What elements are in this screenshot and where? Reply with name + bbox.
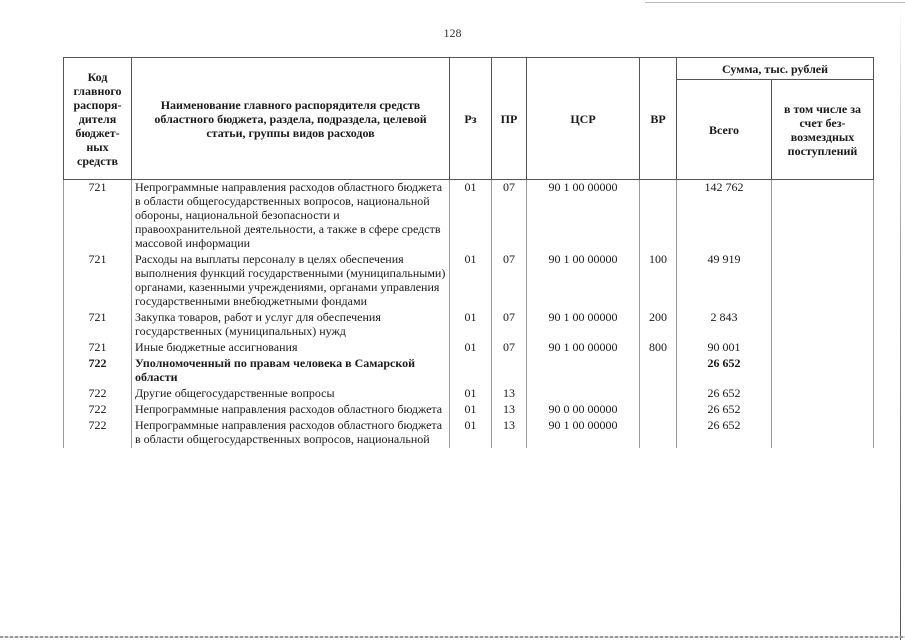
cell-vr	[640, 180, 677, 253]
header-total: Всего	[677, 80, 772, 180]
header-rz: Рз	[450, 58, 492, 180]
table-row	[64, 252, 874, 310]
cell-pr	[492, 356, 527, 386]
cell-name: Иные бюджетные ассигнования	[132, 340, 450, 356]
header-name: Наименование главного распорядителя средств областного бюджета, раздела, подраздела, целевой статьи, группы видов расходов	[132, 58, 450, 180]
cell-vr	[640, 402, 677, 418]
cell-csr: 90 1 00 00000	[527, 340, 640, 356]
cell-csr: 90 1 00 00000	[527, 310, 640, 340]
table-row	[64, 418, 874, 448]
cell-incl	[772, 180, 874, 253]
header-incl: в том числе за счет без-возмездных поступлений	[772, 80, 874, 180]
cell-rz	[450, 356, 492, 386]
cell-name: Закупка товаров, работ и услуг для обеспечения государственных (муниципальных) нужд	[132, 310, 450, 340]
header-pr: ПР	[492, 58, 527, 180]
cell-code: 721	[64, 180, 132, 253]
cell-rz: 01	[450, 310, 492, 340]
cell-incl	[772, 418, 874, 448]
cell-rz: 01	[450, 386, 492, 402]
cell-code: 722	[64, 402, 132, 418]
cell-vr: 800	[640, 340, 677, 356]
table-row	[64, 356, 874, 386]
table-row	[64, 386, 874, 402]
cell-pr: 07	[492, 310, 527, 340]
header-code: Код главного распоря-дителя бюджет-ных средств	[64, 58, 132, 180]
header-vr: ВР	[640, 58, 677, 180]
cell-incl	[772, 340, 874, 356]
page-number: 128	[443, 26, 462, 40]
cell-rz: 01	[450, 340, 492, 356]
cell-name: Непрограммные направления расходов областного бюджета в области общегосударственных вопросов, национальной обороны, национальной безопасности и правоохранительной деятельности, а также в сфере средств массовой информации	[132, 180, 450, 253]
cell-pr: 13	[492, 418, 527, 448]
cell-name: Другие общегосударственные вопросы	[132, 386, 450, 402]
table-row	[64, 340, 874, 356]
cell-name: Уполномоченный по правам человека в Самарской области	[132, 356, 450, 386]
table-body	[64, 180, 874, 449]
cell-total: 49 919	[677, 252, 772, 310]
table-row	[64, 180, 874, 253]
budget-table	[63, 57, 874, 448]
cell-total: 2 843	[677, 310, 772, 340]
cell-csr: 90 0 00 00000	[527, 402, 640, 418]
cell-incl	[772, 402, 874, 418]
cell-rz: 01	[450, 252, 492, 310]
cell-name: Расходы на выплаты персоналу в целях обеспечения выполнения функций государственными (муниципальными) органами, казенными учреждениями, органами управления государственными внебюджетными фондами	[132, 252, 450, 310]
cell-name: Непрограммные направления расходов областного бюджета	[132, 402, 450, 418]
cell-incl	[772, 310, 874, 340]
cell-pr: 07	[492, 252, 527, 310]
cell-code: 722	[64, 418, 132, 448]
cell-incl	[772, 356, 874, 386]
cell-csr	[527, 386, 640, 402]
cell-pr: 13	[492, 402, 527, 418]
cell-total: 142 762	[677, 180, 772, 253]
cell-vr	[640, 356, 677, 386]
scan-edge-top	[645, 2, 905, 3]
cell-total: 26 652	[677, 386, 772, 402]
cell-total: 26 652	[677, 356, 772, 386]
cell-pr: 07	[492, 340, 527, 356]
scan-edge-bottom	[0, 636, 905, 638]
cell-rz: 01	[450, 180, 492, 253]
cell-csr	[527, 356, 640, 386]
cell-code: 722	[64, 356, 132, 386]
header-csr: ЦСР	[527, 58, 640, 180]
cell-rz: 01	[450, 418, 492, 448]
header-sum: Сумма, тыс. рублей	[677, 58, 874, 80]
cell-vr	[640, 418, 677, 448]
cell-vr: 200	[640, 310, 677, 340]
table-row	[64, 402, 874, 418]
scan-edge-right	[900, 0, 901, 640]
cell-pr: 07	[492, 180, 527, 253]
cell-vr	[640, 386, 677, 402]
cell-code: 721	[64, 310, 132, 340]
cell-csr: 90 1 00 00000	[527, 418, 640, 448]
cell-code: 721	[64, 340, 132, 356]
cell-total: 26 652	[677, 418, 772, 448]
cell-incl	[772, 386, 874, 402]
cell-csr: 90 1 00 00000	[527, 180, 640, 253]
cell-code: 722	[64, 386, 132, 402]
cell-rz: 01	[450, 402, 492, 418]
cell-name: Непрограммные направления расходов областного бюджета в области общегосударственных вопросов, национальной	[132, 418, 450, 448]
cell-total: 26 652	[677, 402, 772, 418]
cell-pr: 13	[492, 386, 527, 402]
cell-total: 90 001	[677, 340, 772, 356]
cell-code: 721	[64, 252, 132, 310]
table-header	[64, 58, 874, 180]
cell-csr: 90 1 00 00000	[527, 252, 640, 310]
cell-incl	[772, 252, 874, 310]
cell-vr: 100	[640, 252, 677, 310]
table-row	[64, 310, 874, 340]
